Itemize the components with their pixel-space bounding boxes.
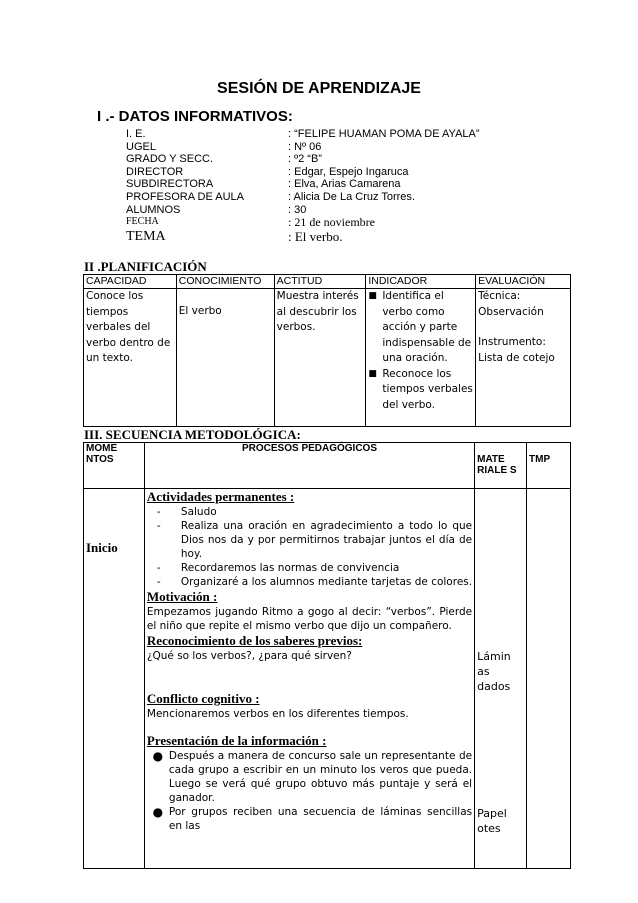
info-block	[126, 128, 480, 248]
info-row: UGEL : Nº 06	[126, 140, 322, 153]
col-capacidad: CAPACIDAD	[84, 275, 177, 289]
col-actitud: ACTITUD	[274, 275, 366, 289]
info-row: TEMA : El verbo.	[126, 229, 343, 245]
list-item: - Saludo	[156, 506, 217, 518]
cell-materiales: Lámin as dados Papel otes	[475, 489, 527, 869]
col-conocimiento: CONOCIMIENTO	[176, 275, 274, 289]
saberes-title: Reconocimiento de los saberes previos:	[146, 633, 363, 648]
cell-evaluacion: Técnica: Observación Instrumento: Lista de cotejo	[476, 289, 571, 427]
section-secuencia: III. SECUENCIA METODOLÓGICA:	[84, 427, 301, 442]
info-row: ALUMNOS : 30	[126, 203, 307, 216]
square-bullet-icon: ■	[368, 368, 377, 379]
conflicto-title: Conflicto cognitivo :	[146, 691, 260, 706]
col-procesos: PROCESOS PEDAGÓGICOS	[144, 443, 474, 489]
cell-moment: Inicio	[84, 489, 145, 869]
list-item: ■ Reconoce los tiempos verbales del verbo.	[368, 367, 473, 414]
list-item: - Recordaremos las normas de convivencia	[156, 562, 400, 574]
cell-capacidad: Conoce los tiempos verbales del verbo dentro de un texto.	[84, 289, 177, 427]
motivacion-title: Motivación :	[146, 589, 218, 604]
circle-bullet-icon: ●	[152, 749, 164, 763]
cell-conocimiento: El verbo	[176, 289, 274, 427]
info-row: PROFESORA DE AULA : Alicia De La Cruz Torres.	[126, 190, 415, 203]
section-datos-informativos: I .- DATOS INFORMATIVOS:	[97, 108, 293, 125]
list-item: ● Después a manera de concurso sale un representante de cada grupo a escribir en un minuto los veros que pueda. Luego se verá qué grupo obtuvo más puntaje y será el ganador.	[147, 749, 472, 805]
col-momentos: MOME NTOS	[84, 443, 145, 489]
sequence-table	[83, 442, 571, 869]
col-evaluacion: EVALUACIÓN	[476, 275, 571, 289]
motivacion-text: Empezamos jugando Ritmo a gogo al decir: “verbos”. Pierde el niño que repite el mismo verbo que dijo un compañero.	[146, 606, 473, 632]
section-planificacion: II .PLANIFICACIÓN	[84, 259, 207, 274]
cell-actitud: Muestra interés al descubrir los verbos.	[274, 289, 366, 427]
info-row: I. E. : “FELIPE HUAMAN POMA DE AYALA”	[126, 128, 480, 140]
perm-title: Actividades permanentes :	[146, 489, 295, 504]
list-item: - Organizaré a los alumnos mediante tarjetas de colores.	[156, 576, 473, 588]
list-item: ● Por grupos reciben una secuencia de láminas sencillas en las	[147, 805, 472, 833]
square-bullet-icon: ■	[368, 291, 377, 301]
list-item: ■ Identifica el verbo como acción y parte indispensable de una oración.	[368, 289, 473, 367]
planning-table	[83, 274, 571, 427]
table-header-row	[84, 443, 571, 489]
table-row	[84, 289, 571, 427]
col-materiales: MATE RIALE S	[475, 443, 527, 489]
col-indicador: INDICADOR	[366, 275, 476, 289]
presentacion-title: Presentación de la información :	[146, 733, 327, 748]
info-row: FECHA : 21 de noviembre	[126, 215, 375, 230]
table-row	[84, 489, 571, 869]
cell-tmp	[527, 489, 571, 869]
page-title: SESIÓN DE APRENDIZAJE	[217, 80, 421, 97]
cell-indicador	[366, 289, 476, 427]
info-row: SUBDIRECTORA : Elva, Arias Camarena	[126, 178, 401, 191]
info-row: DIRECTOR : Edgar, Espejo Ingaruca	[126, 165, 409, 178]
table-header-row	[84, 275, 571, 289]
conflicto-text: Mencionaremos verbos en los diferentes tiempos.	[146, 708, 409, 720]
col-tmp: TMP	[527, 443, 571, 489]
saberes-text: ¿Qué so los verbos?, ¿para qué sirven?	[146, 650, 352, 662]
circle-bullet-icon: ●	[152, 805, 164, 819]
list-item: - Realiza una oración en agradecimiento a todo lo que Dios nos da y por permitirnos trabajar juntos el día de hoy.	[156, 520, 473, 560]
cell-procesos	[144, 489, 474, 869]
info-row: GRADO Y SECC. : º2 “B”	[126, 153, 322, 166]
